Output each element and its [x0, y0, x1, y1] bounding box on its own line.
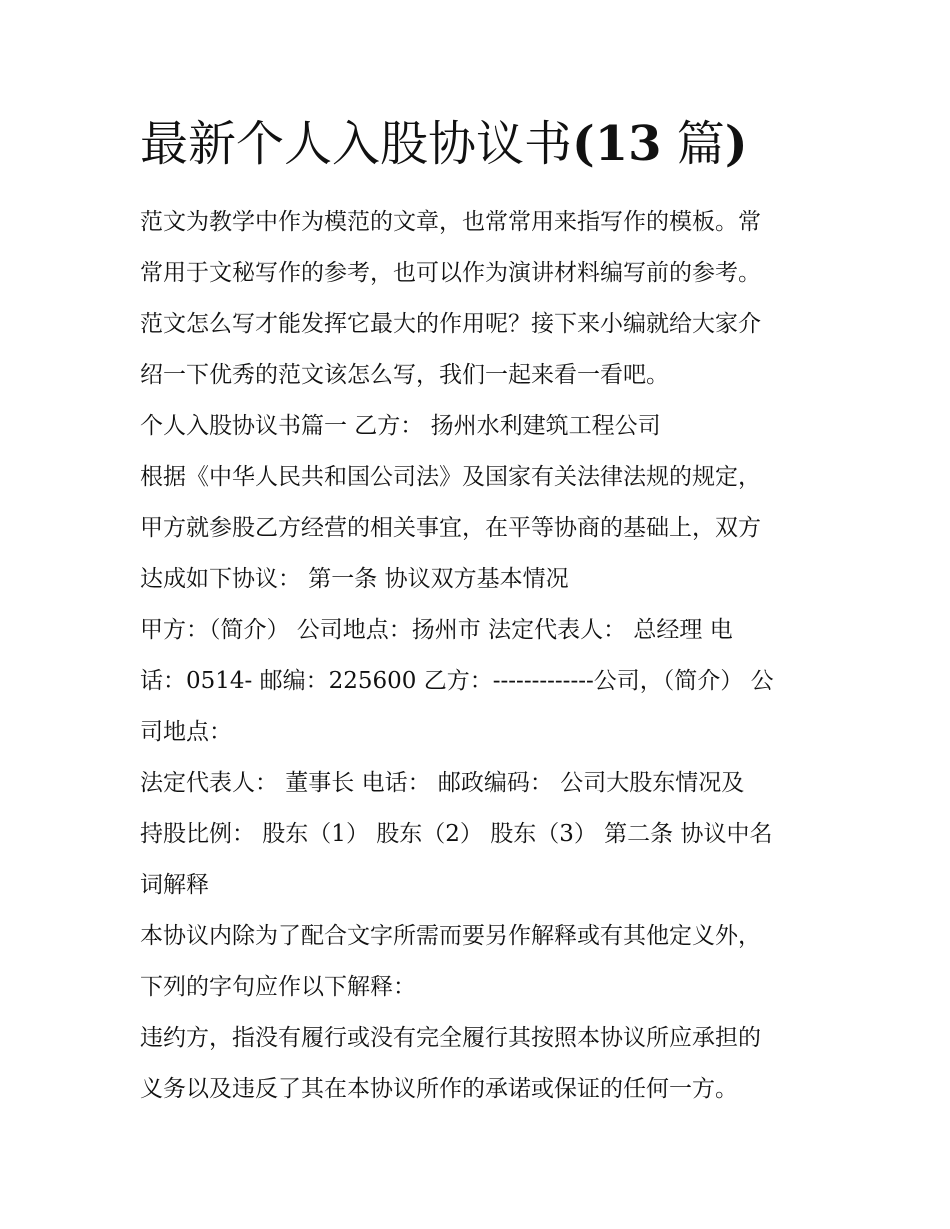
body-line: 范文为教学中作为模范的文章，也常常用来指写作的模板。常 — [140, 209, 761, 235]
body-line: 违约方，指没有履行或没有完全履行其按照本协议所应承担的 — [140, 1025, 761, 1051]
body-line: 达成如下协议： 第一条 协议双方基本情况 — [140, 566, 569, 592]
body-line: 根据《中华人民共和国公司法》及国家有关法律法规的规定， — [140, 464, 761, 490]
title-close: ) — [724, 116, 748, 172]
body-line: 法定代表人： 董事长 电话： 邮政编码： 公司大股东情况及 — [140, 770, 745, 796]
body-line: 下列的字句应作以下解释： — [140, 974, 416, 1000]
body-line: 甲方：（简介） 公司地点：扬州市 法定代表人： 总经理 电 — [140, 617, 733, 643]
body-line: 话：0514- 邮编：225600 乙方：-------------公司，（简介） 公 — [140, 668, 774, 694]
body-line: 义务以及违反了其在本协议所作的承诺或保证的任何一方。 — [140, 1076, 738, 1102]
title-measure: 篇 — [676, 116, 725, 172]
document-body — [140, 197, 820, 1115]
body-line: 范文怎么写才能发挥它最大的作用呢？接下来小编就给大家介 — [140, 311, 761, 337]
title-suffix: (13 — [572, 116, 662, 172]
body-line: 绍一下优秀的范文该怎么写，我们一起来看一看吧。 — [140, 362, 669, 388]
body-line: 司地点： — [140, 719, 232, 745]
body-line: 词解释 — [140, 872, 209, 898]
document-title — [140, 112, 820, 176]
body-line: 甲方就参股乙方经营的相关事宜，在平等协商的基础上，双方 — [140, 515, 761, 541]
body-line: 个人入股协议书篇一 乙方： 扬州水利建筑工程公司 — [140, 413, 661, 439]
title-main: 最新个人入股协议书 — [140, 116, 573, 172]
body-line: 持股比例： 股东（1） 股东（2） 股东（3） 第二条 协议中名 — [140, 821, 773, 847]
body-line: 本协议内除为了配合文字所需而要另作解释或有其他定义外， — [140, 923, 761, 949]
body-line: 常用于文秘写作的参考，也可以作为演讲材料编写前的参考。 — [140, 260, 761, 286]
